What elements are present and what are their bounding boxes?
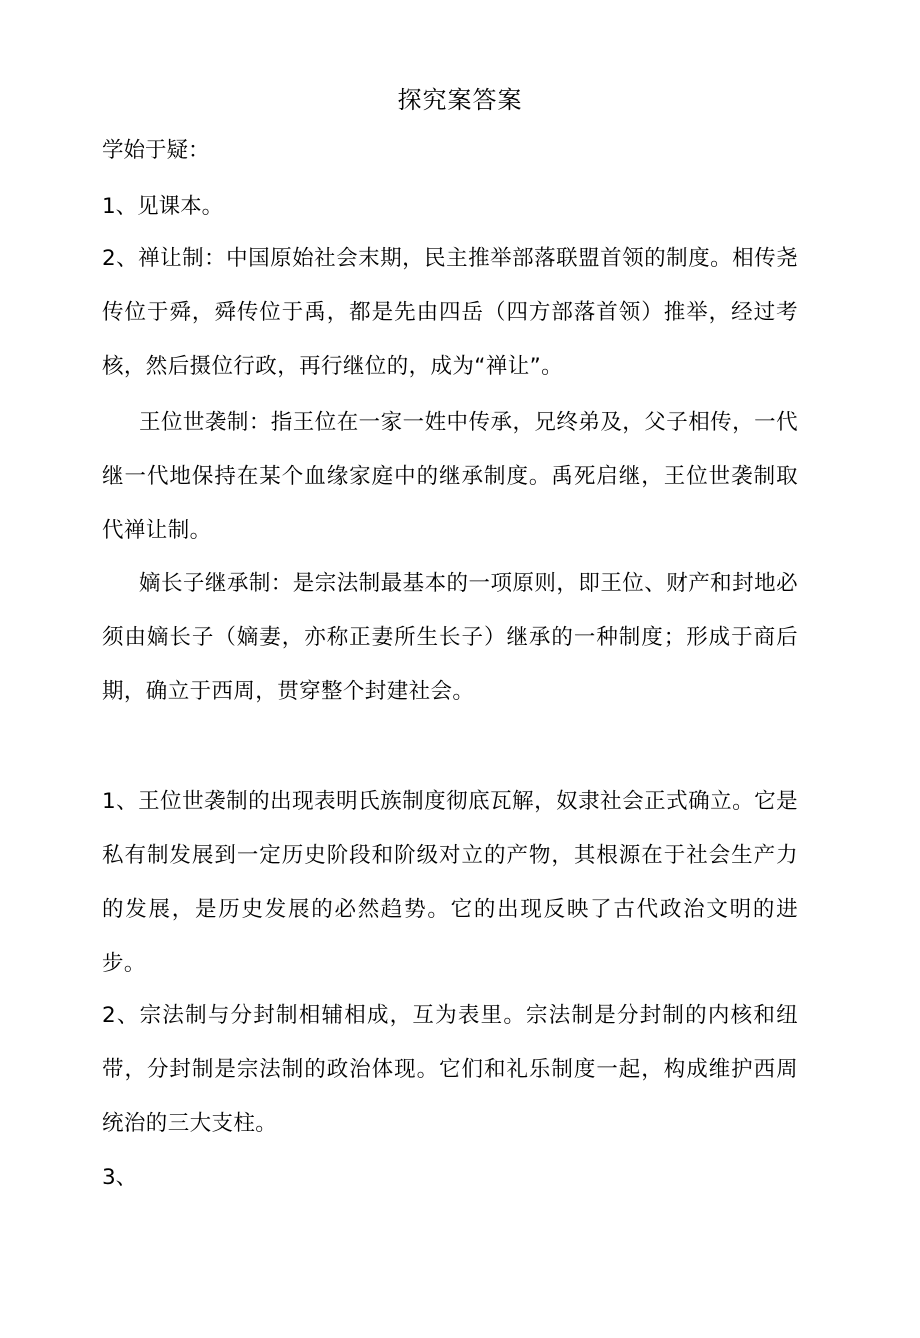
part2-item2-paragraph: 2、宗法制与分封制相辅相成，互为表里。宗法制是分封制的内核和纽带，分封制是宗法制的政治体现。它们和礼乐制度一起，构成维护西周统治的三大支柱。 [102, 1003, 798, 1136]
page-title: 探究案答案 [397, 86, 523, 114]
part2-item1-paragraph: 1、王位世袭制的出现表明氏族制度彻底瓦解，奴隶社会正式确立。它是私有制发展到一定历史阶段和阶级对立的产物，其根源在于社会生产力的发展，是历史发展的必然趋势。它的出现反映了古代政治文明的进步。 [102, 789, 798, 976]
paragraph-dizhangzi: 嫡长子继承制：是宗法制最基本的一项原则，即王位、财产和封地必须由嫡长子（嫡妻，亦称正妻所生长子）继承的一种制度；形成于商后期，确立于西周，贯穿整个封建社会。 [102, 571, 798, 704]
section-heading: 学始于疑： [102, 138, 210, 163]
part1-item1: 1、见课本。 [102, 194, 224, 219]
part2-item3: 3、 [102, 1165, 138, 1190]
paragraph-wangwei-shixi: 王位世袭制：指王位在一家一姓中传承，兄终弟及，父子相传，一代继一代地保持在某个血缘家庭中的继承制度。禹死启继，王位世袭制取代禅让制。 [102, 410, 798, 543]
part1-item2-paragraph: 2、禅让制：中国原始社会末期，民主推举部落联盟首领的制度。相传尧传位于舜，舜传位于禹，都是先由四岳（四方部落首领）推举，经过考核，然后摄位行政，再行继位的，成为“禅让”。 [102, 246, 798, 379]
